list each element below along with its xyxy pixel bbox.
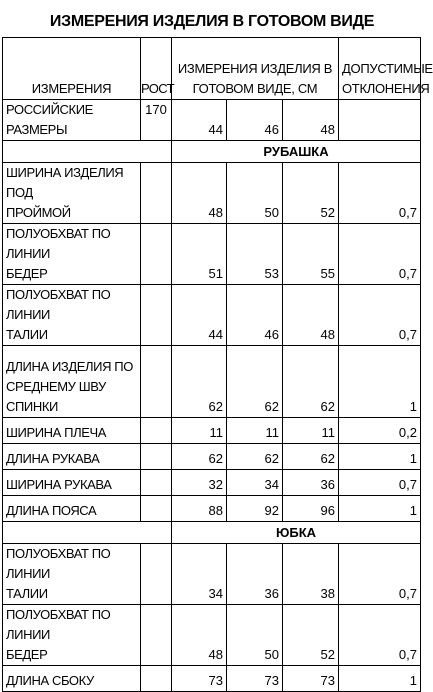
header-tolerance-line2: ОТКЛОНЕНИЯ	[342, 81, 430, 96]
measurement-label-line: ПОЛУОБХВАТ ПО ЛИНИИ	[6, 226, 111, 261]
section-row-shirt	[3, 141, 421, 163]
measurement-label-line: ПРОЙМОЙ	[6, 205, 71, 220]
empty-cell	[141, 346, 172, 418]
measurement-value: 55	[283, 224, 339, 285]
measurement-value: 34	[172, 544, 227, 605]
measurement-label-line: СПИНКИ	[6, 399, 58, 414]
header-tolerance-line1: ДОПУСТИМЫЕ	[342, 61, 433, 76]
measurement-value: 44	[172, 285, 227, 346]
measurement-label-line: ТАЛИИ	[6, 327, 48, 342]
table-row	[3, 285, 421, 346]
measurement-label-line: ДЛИНА ПОЯСА	[6, 503, 97, 518]
measurement-value: 32	[172, 470, 227, 496]
tolerance-value: 0,7	[339, 470, 421, 496]
table-row	[3, 666, 421, 692]
section-row-skirt	[3, 522, 421, 544]
measurement-value: 36	[283, 470, 339, 496]
measurement-value: 53	[227, 224, 283, 285]
measurement-value: 46	[227, 285, 283, 346]
tolerance-value: 1	[339, 444, 421, 470]
measurement-value: 73	[172, 666, 227, 692]
measurement-value: 73	[227, 666, 283, 692]
empty-cell	[141, 544, 172, 605]
measurement-value: 50	[227, 163, 283, 224]
empty-cell	[141, 605, 172, 666]
measurement-value: 52	[283, 163, 339, 224]
measurement-value: 36	[227, 544, 283, 605]
empty-cell	[141, 224, 172, 285]
measurement-label	[3, 470, 141, 496]
header-measurements: ИЗМЕРЕНИЯ	[3, 38, 141, 100]
empty-cell	[141, 163, 172, 224]
table-row	[3, 444, 421, 470]
tolerance-value: 1	[339, 496, 421, 522]
measurement-label	[3, 418, 141, 444]
tolerance-value: 1	[339, 346, 421, 418]
measurement-label	[3, 544, 141, 605]
empty-cell	[141, 418, 172, 444]
header-tolerance	[339, 38, 433, 100]
measurement-value: 48	[283, 285, 339, 346]
measurement-label-line: ДЛИНА СБОКУ	[6, 673, 94, 688]
measurement-label-line: ШИРИНА РУКАВА	[6, 477, 112, 492]
empty-cell	[141, 666, 172, 692]
measurement-label-line: ШИРИНА ИЗДЕЛИЯ ПОД	[6, 165, 124, 200]
empty-cell	[3, 141, 172, 163]
table-row	[3, 605, 421, 666]
measurement-label	[3, 605, 141, 666]
tolerance-value: 0,7	[339, 544, 421, 605]
measurement-value: 52	[283, 605, 339, 666]
measurement-label	[3, 444, 141, 470]
measurement-label	[3, 224, 141, 285]
tolerance-value: 0,7	[339, 163, 421, 224]
measurement-value: 62	[283, 346, 339, 418]
rost-value: 170	[141, 100, 172, 141]
empty-cell	[339, 100, 421, 141]
measurement-value: 51	[172, 224, 227, 285]
measurement-value: 73	[283, 666, 339, 692]
measurement-label-line: ДЛИНА РУКАВА	[6, 451, 100, 466]
measurement-value: 38	[283, 544, 339, 605]
measurement-label-line: ПОЛУОБХВАТ ПО ЛИНИИ	[6, 546, 111, 581]
section-title-skirt: ЮБКА	[172, 522, 421, 544]
measurement-value: 62	[227, 346, 283, 418]
size-value: 46	[227, 100, 283, 141]
measurement-label-line: БЕДЕР	[6, 647, 48, 662]
section-title-shirt: РУБАШКА	[172, 141, 421, 163]
sizes-label: РОССИЙСКИЕ РАЗМЕРЫ	[3, 100, 141, 141]
header-row	[3, 38, 421, 100]
measurement-label-line: ДЛИНА ИЗДЕЛИЯ ПО	[6, 359, 133, 374]
measurement-label-line: ПОЛУОБХВАТ ПО ЛИНИИ	[6, 287, 111, 322]
page-title: ИЗМЕРЕНИЯ ИЗДЕЛИЯ В ГОТОВОМ ВИДЕ	[49, 13, 375, 30]
measurement-value: 11	[172, 418, 227, 444]
empty-cell	[3, 522, 172, 544]
measurement-value: 50	[227, 605, 283, 666]
measurement-value: 11	[227, 418, 283, 444]
measurement-value: 62	[227, 444, 283, 470]
header-rost: РОСТ	[141, 38, 172, 100]
header-finished-line1: ИЗМЕРЕНИЯ ИЗДЕЛИЯ В	[177, 61, 333, 76]
header-finished-line2: ГОТОВОМ ВИДЕ, СМ	[192, 81, 318, 96]
size-value: 44	[172, 100, 227, 141]
measurement-value: 62	[172, 444, 227, 470]
measurements-table	[2, 37, 433, 692]
tolerance-value: 0,7	[339, 285, 421, 346]
sizes-row	[3, 100, 421, 141]
header-finished-measurements	[172, 38, 339, 100]
measurement-label	[3, 285, 141, 346]
measurement-label-line: ТАЛИИ	[6, 586, 48, 601]
table-row	[3, 163, 421, 224]
measurement-label-line: ПОЛУОБХВАТ ПО ЛИНИИ	[6, 607, 111, 642]
measurement-value: 48	[172, 605, 227, 666]
measurement-label-line: ШИРИНА ПЛЕЧА	[6, 425, 107, 440]
empty-cell	[141, 444, 172, 470]
size-value: 48	[283, 100, 339, 141]
table-row	[3, 496, 421, 522]
table-row	[3, 346, 421, 418]
table-row	[3, 470, 421, 496]
measurement-label	[3, 496, 141, 522]
empty-cell	[141, 496, 172, 522]
measurement-label	[3, 346, 141, 418]
measurement-value: 48	[172, 163, 227, 224]
measurement-value: 62	[283, 444, 339, 470]
tolerance-value: 0,7	[339, 605, 421, 666]
tolerance-value: 0,2	[339, 418, 421, 444]
measurement-value: 34	[227, 470, 283, 496]
measurement-label-line: СРЕДНЕМУ ШВУ	[6, 379, 106, 394]
empty-cell	[141, 285, 172, 346]
measurement-label	[3, 666, 141, 692]
measurement-value: 11	[283, 418, 339, 444]
measurement-label-line: БЕДЕР	[6, 266, 48, 281]
measurement-label	[3, 163, 141, 224]
tolerance-value: 1	[339, 666, 421, 692]
measurement-value: 96	[283, 496, 339, 522]
empty-cell	[141, 470, 172, 496]
measurement-value: 92	[227, 496, 283, 522]
measurement-value: 88	[172, 496, 227, 522]
tolerance-value: 0,7	[339, 224, 421, 285]
table-row	[3, 544, 421, 605]
measurement-value: 62	[172, 346, 227, 418]
table-row	[3, 224, 421, 285]
table-row	[3, 418, 421, 444]
